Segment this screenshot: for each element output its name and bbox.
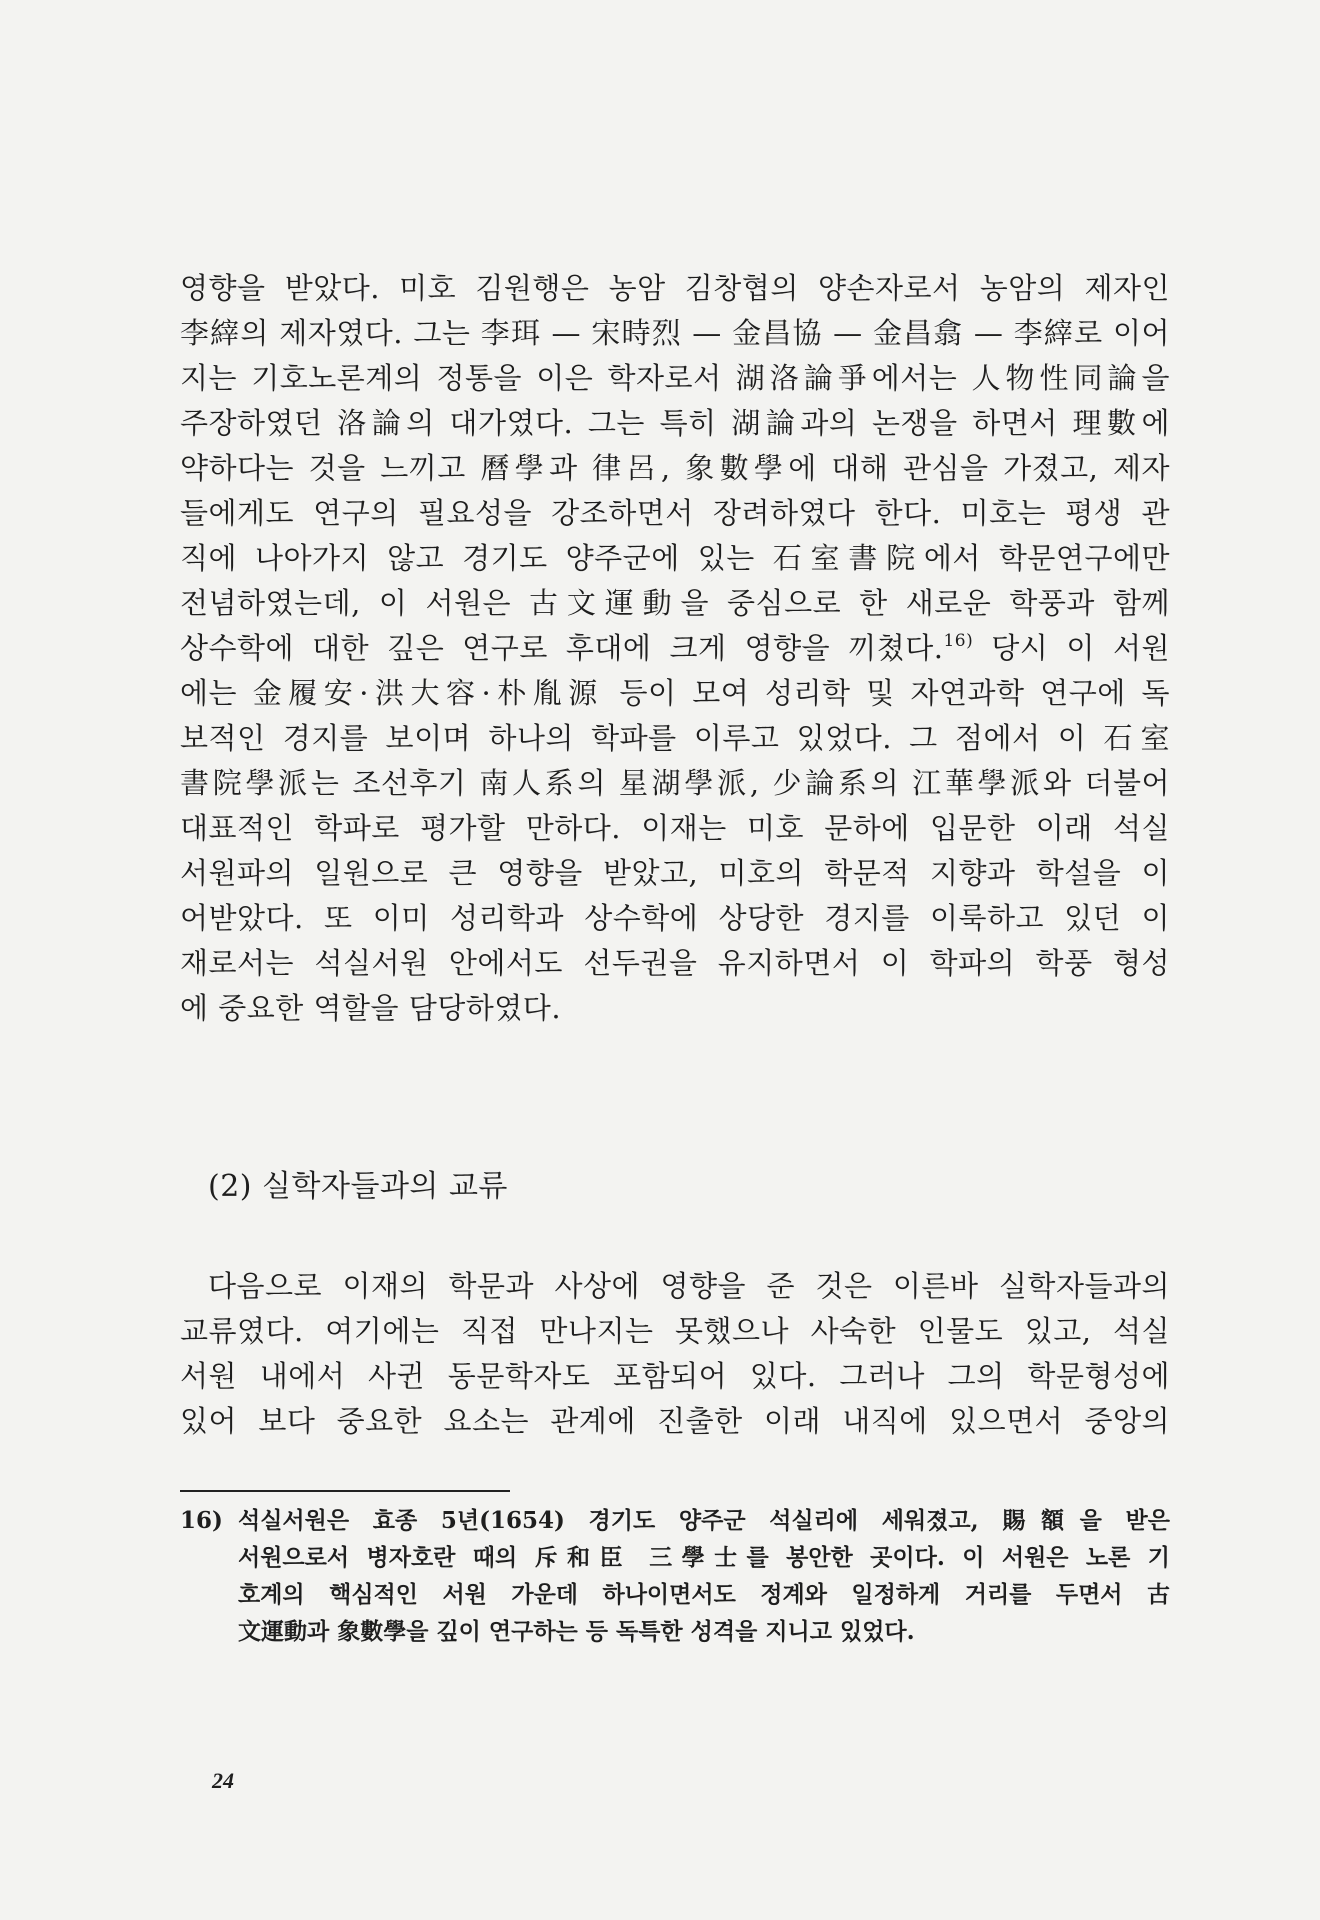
- page-number: 24: [212, 1768, 234, 1793]
- text-line-with-footnote-ref: [180, 626, 1170, 671]
- text-line: 지는 기호노론계의 정통을 이은 학자로서 湖洛論爭에서는 人物性同論을: [180, 361, 1170, 395]
- text-segment: 당시 이 서원: [991, 631, 1170, 665]
- section-heading: (2) 실학자들과의 교류: [208, 1169, 508, 1204]
- text-line: 에는 金履安·洪大容·朴胤源 등이 모여 성리학 및 자연과학 연구에 독: [180, 676, 1170, 710]
- footnote-text: 석실서원은 효종 5년(1654) 경기도 양주군 석실리에 세워졌고, 賜額을 받은: [238, 1507, 1170, 1534]
- footnote: [180, 1502, 1170, 1650]
- text-line: 보적인 경지를 보이며 하나의 학파를 이루고 있었다. 그 점에서 이 石室: [180, 721, 1170, 755]
- footnote-line: [180, 1502, 1170, 1539]
- text-line: 서원파의 일원으로 큰 영향을 받았고, 미호의 학문적 지향과 학설을 이: [180, 856, 1170, 890]
- text-line: 대표적인 학파로 평가할 만하다. 이재는 미호 문하에 입문한 이래 석실: [180, 811, 1170, 845]
- text-line: 약하다는 것을 느끼고 曆學과 律呂, 象數學에 대해 관심을 가졌고, 제자: [180, 451, 1170, 485]
- footnote-line: 호계의 핵심적인 서원 가운데 하나이면서도 정계와 일정하게 거리를 두면서 古: [238, 1581, 1170, 1608]
- text-line: 직에 나아가지 않고 경기도 양주군에 있는 石室書院에서 학문연구에만: [180, 541, 1170, 575]
- text-line: 들에게도 연구의 필요성을 강조하면서 장려하였다 한다. 미호는 평생 관: [180, 496, 1170, 530]
- footnote-reference[interactable]: 16): [943, 631, 974, 651]
- text-line: 다음으로 이재의 학문과 사상에 영향을 준 것은 이른바 실학자들과의: [208, 1269, 1170, 1303]
- text-line: 영향을 받았다. 미호 김원행은 농암 김창협의 양손자로서 농암의 제자인: [180, 271, 1170, 305]
- text-segment: 상수학에 대한 깊은 연구로 후대에 크게 영향을 끼쳤다.: [180, 631, 944, 665]
- text-line: 주장하였던 洛論의 대가였다. 그는 특히 湖論과의 논쟁을 하면서 理數에: [180, 406, 1170, 440]
- paragraph-main: [180, 266, 1170, 1031]
- text-line: 전념하였는데, 이 서원은 古文運動을 중심으로 한 새로운 학풍과 함께: [180, 586, 1170, 620]
- footnote-line: 文運動과 象數學을 깊이 연구하는 등 독특한 성격을 지니고 있었다.: [238, 1618, 915, 1645]
- footnote-line: 서원으로서 병자호란 때의 斥和臣 三學士를 봉안한 곳이다. 이 서원은 노론 기: [238, 1544, 1170, 1571]
- text-line: 재로서는 석실서원 안에서도 선두권을 유지하면서 이 학파의 학풍 형성: [180, 946, 1170, 980]
- paragraph-second: [180, 1264, 1170, 1444]
- text-line: 서원 내에서 사귄 동문학자도 포함되어 있다. 그러나 그의 학문형성에: [180, 1359, 1170, 1393]
- text-line: 교류였다. 여기에는 직접 만나지는 못했으나 사숙한 인물도 있고, 석실: [180, 1314, 1170, 1348]
- text-line: 李縡의 제자였다. 그는 李珥 — 宋時烈 — 金昌協 — 金昌翕 — 李縡로 이어: [180, 316, 1170, 350]
- text-line: 書院學派는 조선후기 南人系의 星湖學派, 少論系의 江華學派와 더불어: [180, 766, 1170, 800]
- footnote-divider: [180, 1490, 510, 1492]
- text-line: 에 중요한 역할을 담당하였다.: [180, 991, 562, 1025]
- footnote-label: 16): [180, 1507, 223, 1534]
- text-line: 어받았다. 또 이미 성리학과 상수학에 상당한 경지를 이룩하고 있던 이: [180, 901, 1170, 935]
- text-line: 있어 보다 중요한 요소는 관계에 진출한 이래 내직에 있으면서 중앙의: [180, 1404, 1170, 1438]
